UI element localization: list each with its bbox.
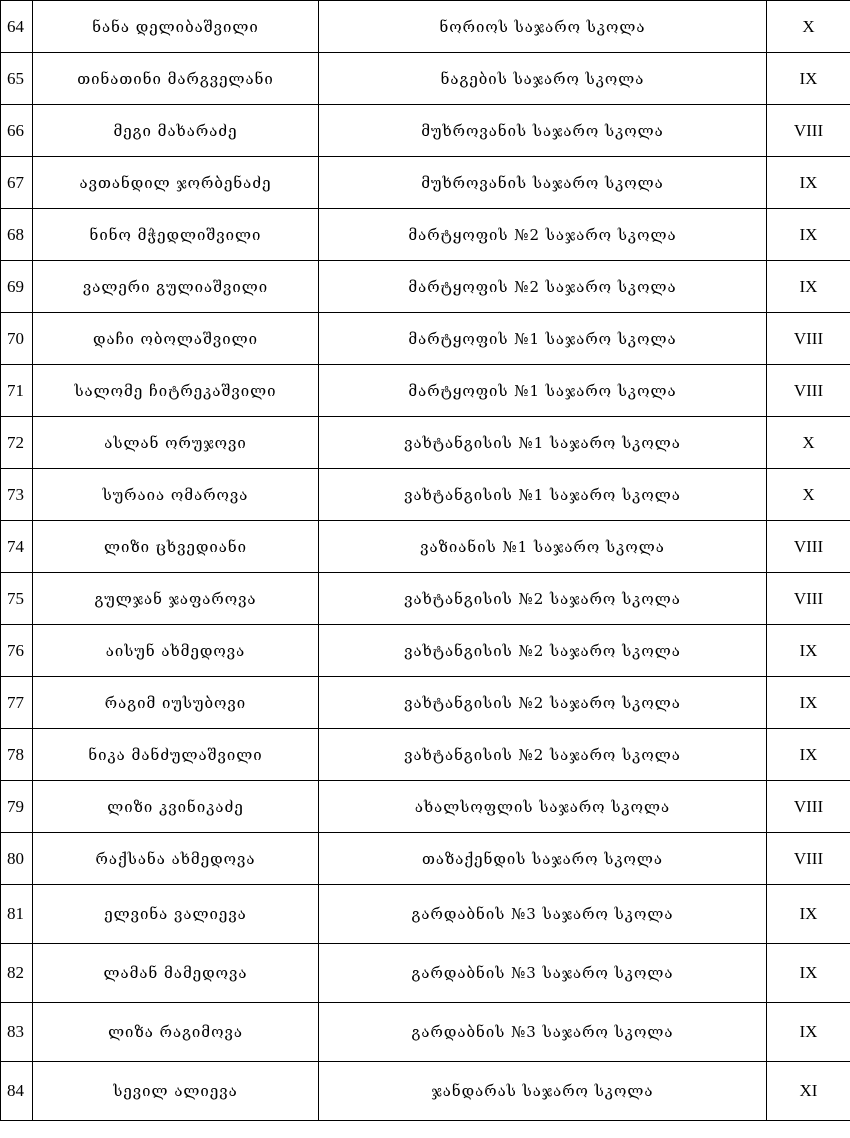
- table-row: [1, 1, 850, 53]
- student-name: რაგიმ იუსუბოვი: [33, 677, 319, 729]
- row-number: 78: [1, 729, 33, 781]
- row-number: 80: [1, 833, 33, 885]
- row-number: 67: [1, 157, 33, 209]
- grade: VIII: [767, 781, 850, 833]
- grade: IX: [767, 157, 850, 209]
- row-number: 70: [1, 313, 33, 365]
- grade: IX: [767, 625, 850, 677]
- student-name: აისუნ ახმედოვა: [33, 625, 319, 677]
- row-number: 76: [1, 625, 33, 677]
- row-number: 83: [1, 1003, 33, 1062]
- grade: VIII: [767, 573, 850, 625]
- row-number: 64: [1, 1, 33, 53]
- grade: IX: [767, 677, 850, 729]
- table-row: [1, 261, 850, 313]
- table-row: [1, 313, 850, 365]
- student-name: ავთანდილ ჯორბენაძე: [33, 157, 319, 209]
- grade: VIII: [767, 313, 850, 365]
- student-name: ლიზი ცხვედიანი: [33, 521, 319, 573]
- row-number: 82: [1, 944, 33, 1003]
- school-name: ჯანდარას საჯარო სკოლა: [319, 1062, 767, 1121]
- student-name: თინათინი მარგველანი: [33, 53, 319, 105]
- table-row: [1, 105, 850, 157]
- grade: VIII: [767, 833, 850, 885]
- table-row: [1, 53, 850, 105]
- grade: IX: [767, 1003, 850, 1062]
- grade: IX: [767, 729, 850, 781]
- table-row: [1, 1003, 850, 1062]
- table-row: [1, 729, 850, 781]
- row-number: 75: [1, 573, 33, 625]
- row-number: 81: [1, 885, 33, 944]
- table-row: [1, 944, 850, 1003]
- student-name: მეგი მახარაძე: [33, 105, 319, 157]
- school-name: გარდაბნის №3 საჯარო სკოლა: [319, 944, 767, 1003]
- grade: IX: [767, 53, 850, 105]
- roster-body: [1, 1, 850, 1121]
- grade: VIII: [767, 521, 850, 573]
- table-row: [1, 833, 850, 885]
- table-row: [1, 1062, 850, 1121]
- school-name: გარდაბნის №3 საჯარო სკოლა: [319, 885, 767, 944]
- school-name: ნორიოს საჯარო სკოლა: [319, 1, 767, 53]
- grade: X: [767, 1, 850, 53]
- student-name: ლიზი კვინიკაძე: [33, 781, 319, 833]
- row-number: 74: [1, 521, 33, 573]
- school-name: ვახტანგისის №2 საჯარო სკოლა: [319, 677, 767, 729]
- student-name: ნინო მჭედლიშვილი: [33, 209, 319, 261]
- school-name: მარტყოფის №2 საჯარო სკოლა: [319, 261, 767, 313]
- row-number: 68: [1, 209, 33, 261]
- grade: VIII: [767, 105, 850, 157]
- school-name: ვახტანგისის №2 საჯარო სკოლა: [319, 729, 767, 781]
- school-name: ვახტანგისის №2 საჯარო სკოლა: [319, 573, 767, 625]
- school-name: თაზაქენდის საჯარო სკოლა: [319, 833, 767, 885]
- student-name: ელვინა ვალიევა: [33, 885, 319, 944]
- grade: VIII: [767, 365, 850, 417]
- student-name: სევილ ალიევა: [33, 1062, 319, 1121]
- row-number: 65: [1, 53, 33, 105]
- row-number: 66: [1, 105, 33, 157]
- school-name: ვახტანგისის №1 საჯარო სკოლა: [319, 469, 767, 521]
- school-name: მუხროვანის საჯარო სკოლა: [319, 105, 767, 157]
- school-name: ვაზიანის №1 საჯარო სკოლა: [319, 521, 767, 573]
- grade: IX: [767, 944, 850, 1003]
- student-name: რაქსანა ახმედოვა: [33, 833, 319, 885]
- school-name: ახალსოფლის საჯარო სკოლა: [319, 781, 767, 833]
- school-name: ნაგების საჯარო სკოლა: [319, 53, 767, 105]
- student-name: დაჩი ობოლაშვილი: [33, 313, 319, 365]
- table-row: [1, 573, 850, 625]
- student-name: ვალერი გულიაშვილი: [33, 261, 319, 313]
- row-number: 77: [1, 677, 33, 729]
- table-row: [1, 677, 850, 729]
- row-number: 72: [1, 417, 33, 469]
- student-name: ნიკა მანძულაშვილი: [33, 729, 319, 781]
- student-name: ლამან მამედოვა: [33, 944, 319, 1003]
- row-number: 69: [1, 261, 33, 313]
- school-name: ვახტანგისის №1 საჯარო სკოლა: [319, 417, 767, 469]
- student-name: სურაია ომაროვა: [33, 469, 319, 521]
- table-row: [1, 365, 850, 417]
- student-name: გულჯან ჯაფაროვა: [33, 573, 319, 625]
- table-row: [1, 885, 850, 944]
- table-row: [1, 625, 850, 677]
- student-name: სალომე ჩიტრეკაშვილი: [33, 365, 319, 417]
- grade: IX: [767, 209, 850, 261]
- row-number: 84: [1, 1062, 33, 1121]
- row-number: 79: [1, 781, 33, 833]
- row-number: 71: [1, 365, 33, 417]
- table-row: [1, 417, 850, 469]
- student-name: ასლან ორუჯოვი: [33, 417, 319, 469]
- table-row: [1, 209, 850, 261]
- school-name: მარტყოფის №1 საჯარო სკოლა: [319, 313, 767, 365]
- grade: X: [767, 417, 850, 469]
- student-name: ლიზა რაგიმოვა: [33, 1003, 319, 1062]
- table-row: [1, 521, 850, 573]
- grade: IX: [767, 261, 850, 313]
- row-number: 73: [1, 469, 33, 521]
- school-name: მარტყოფის №1 საჯარო სკოლა: [319, 365, 767, 417]
- school-name: გარდაბნის №3 საჯარო სკოლა: [319, 1003, 767, 1062]
- table-row: [1, 157, 850, 209]
- grade: IX: [767, 885, 850, 944]
- school-name: ვახტანგისის №2 საჯარო სკოლა: [319, 625, 767, 677]
- school-name: მარტყოფის №2 საჯარო სკოლა: [319, 209, 767, 261]
- table-row: [1, 469, 850, 521]
- grade: X: [767, 469, 850, 521]
- school-name: მუხროვანის საჯარო სკოლა: [319, 157, 767, 209]
- student-name: ნანა დელიბაშვილი: [33, 1, 319, 53]
- table-row: [1, 781, 850, 833]
- grade: XI: [767, 1062, 850, 1121]
